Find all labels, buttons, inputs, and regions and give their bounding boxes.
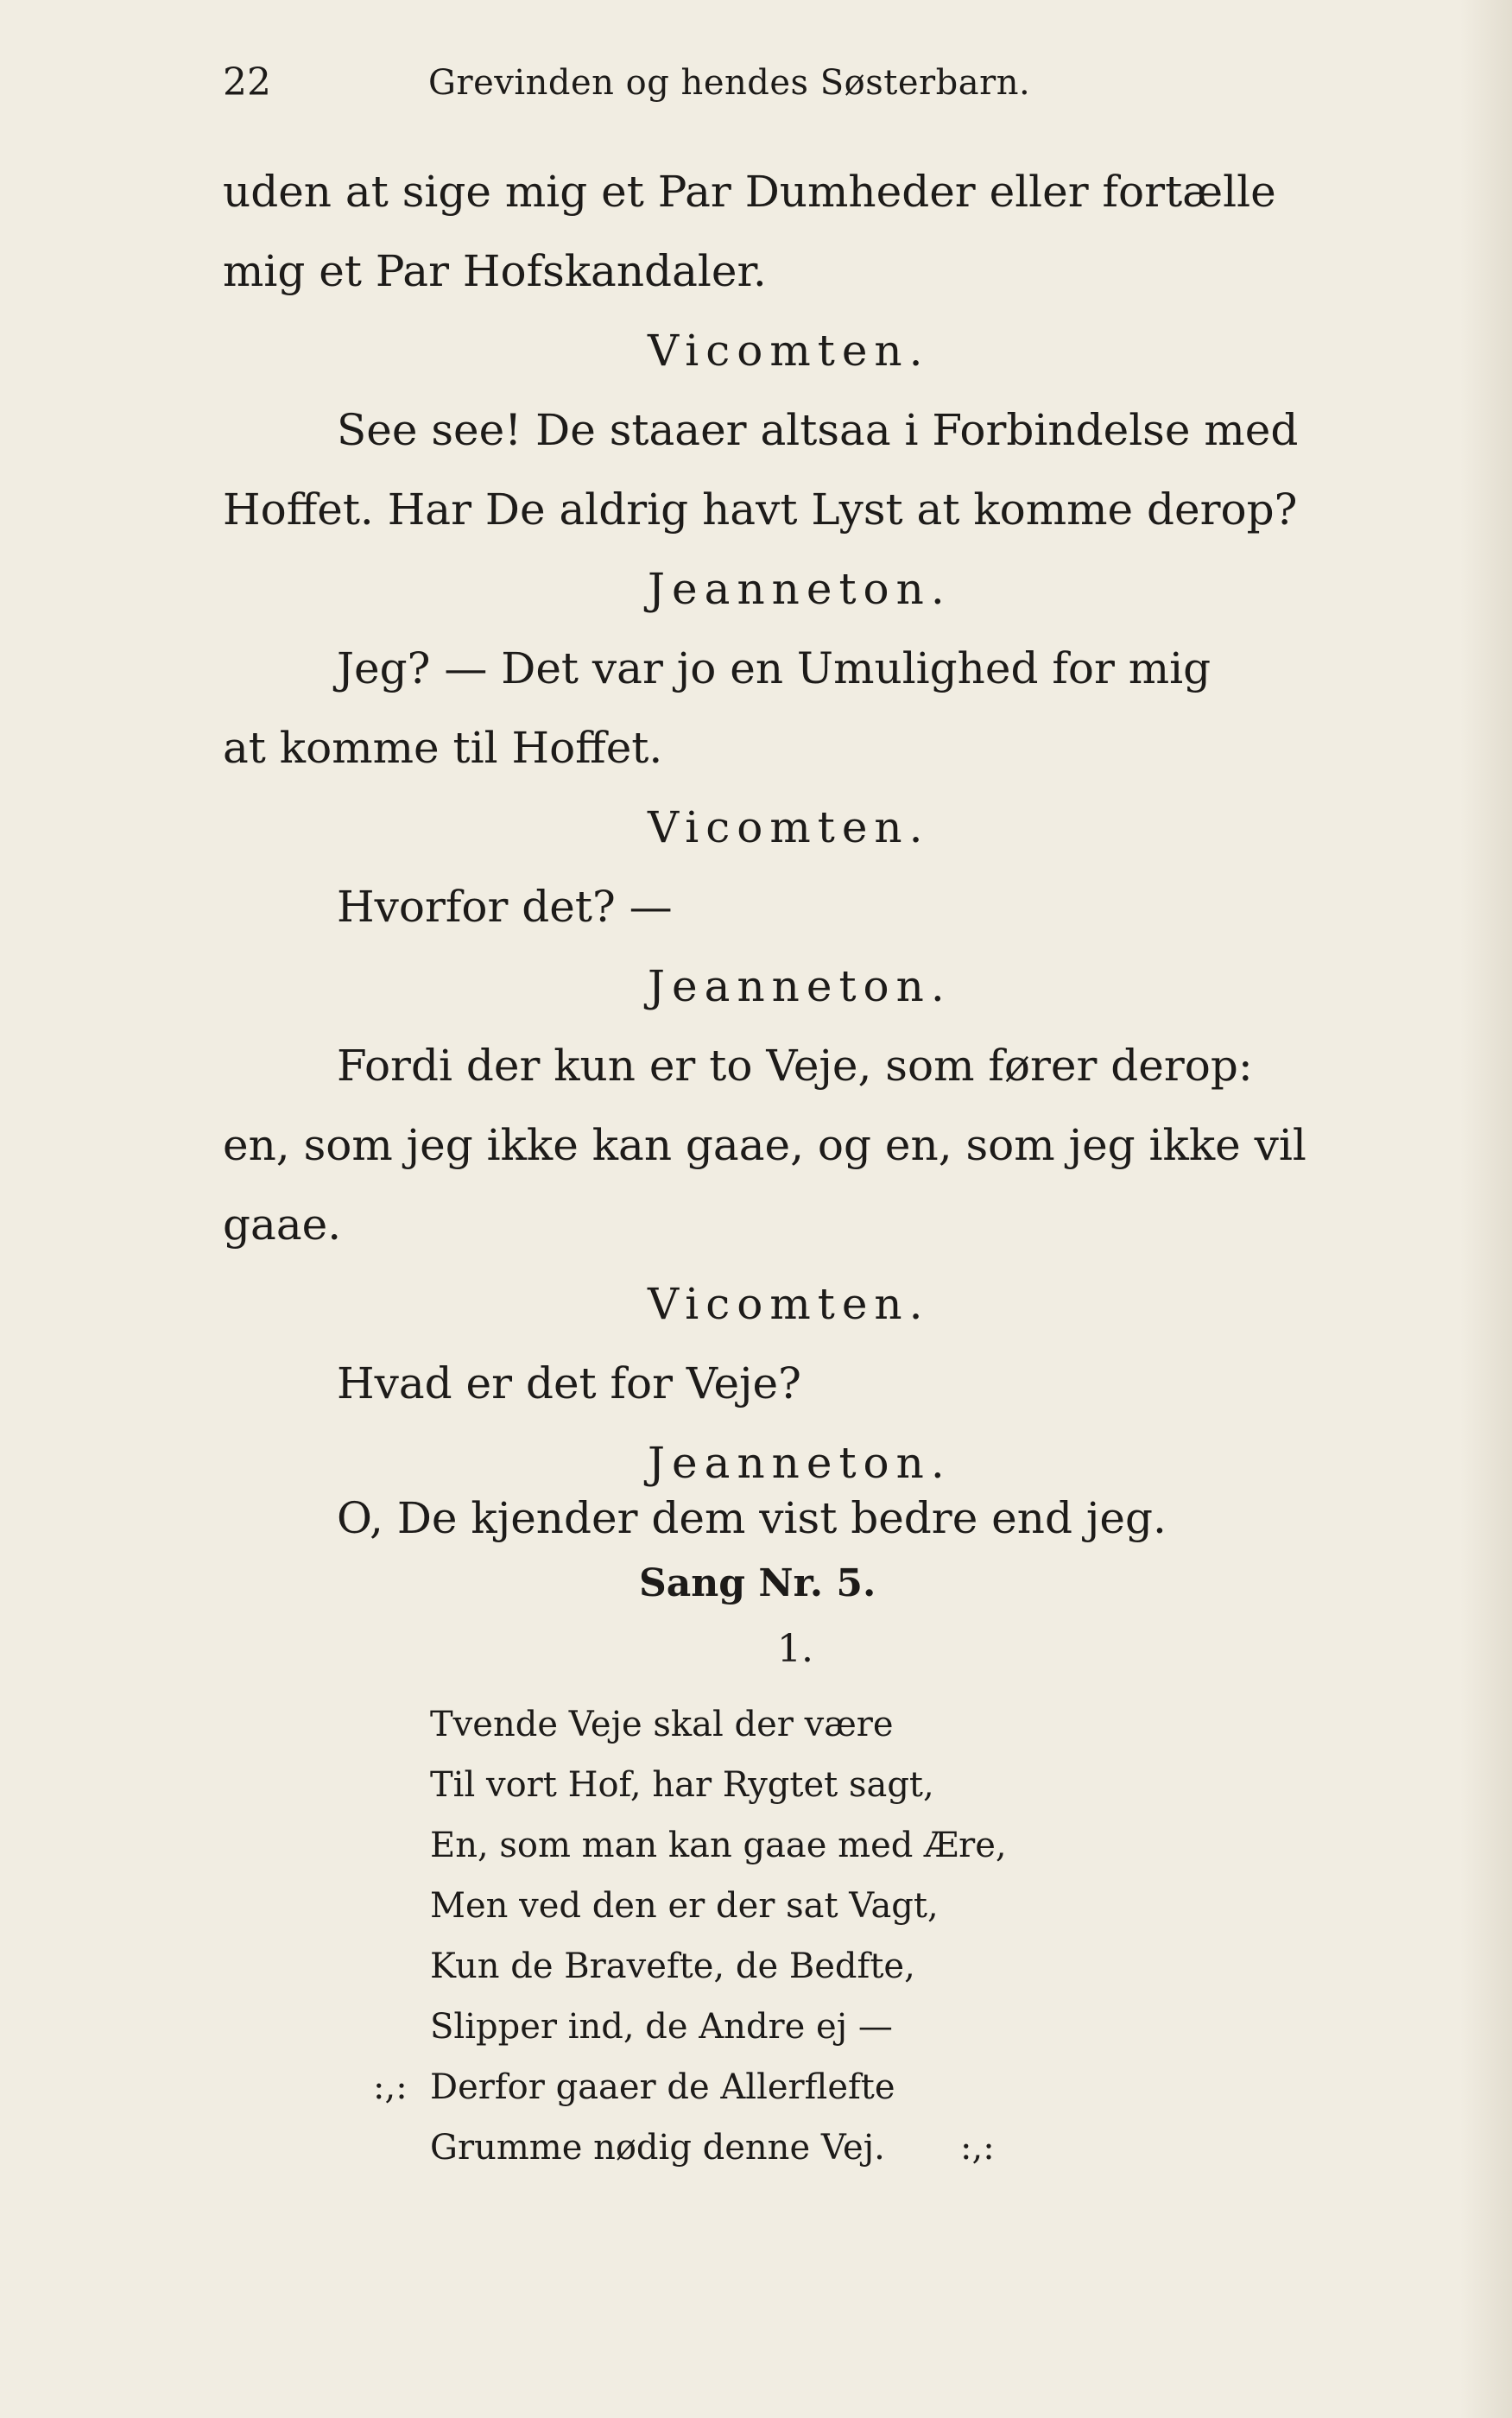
- dialogue-line: mig et Par Hofskandaler.: [223, 246, 767, 296]
- dialogue-line: at komme til Hoffet.: [223, 723, 663, 773]
- verse-line: Slipper ind, de Andre ej —: [430, 2007, 893, 2047]
- verse-number: 1.: [777, 1627, 813, 1671]
- speaker-name: Jeanneton.: [648, 961, 952, 1011]
- dialogue-line: Hvorfor det? —: [337, 882, 673, 932]
- verse-line: Derfor gaaer de Allerflefte: [430, 2067, 895, 2107]
- running-title: Grevinden og hendes Søsterbarn.: [428, 63, 1031, 103]
- verse-line: Men ved den er der sat Vagt,: [430, 1886, 939, 1926]
- page-number: 22: [223, 60, 271, 104]
- dialogue-line: en, som jeg ikke kan gaae, og en, som jeg ikke vil: [223, 1120, 1306, 1170]
- dialogue-line: uden at sige mig et Par Dumheder eller fortælle: [223, 167, 1276, 217]
- speaker-name: Jeanneton.: [648, 1438, 952, 1488]
- dialogue-line: gaae.: [223, 1200, 342, 1250]
- speaker-name: Vicomten.: [648, 326, 930, 376]
- verse-line: Tvende Veje skal der være: [430, 1705, 894, 1744]
- speaker-name: Jeanneton.: [648, 564, 952, 614]
- repeat-mark-open: :,:: [373, 2067, 408, 2107]
- dialogue-line: O, De kjender dem vist bedre end jeg.: [337, 1493, 1167, 1543]
- dialogue-line: Hoffet. Har De aldrig havt Lyst at komme derop?: [223, 484, 1298, 535]
- dialogue-line: Jeg? — Det var jo en Umulighed for mig: [337, 643, 1211, 693]
- dialogue-line: Fordi der kun er to Veje, som fører derop:: [337, 1041, 1253, 1091]
- page-edge-shadow: [1460, 0, 1512, 2418]
- verse-line: Kun de Bravefte, de Bedfte,: [430, 1946, 915, 1986]
- speaker-name: Vicomten.: [648, 802, 930, 852]
- song-title: Sang Nr. 5.: [639, 1561, 876, 1605]
- dialogue-line: See see! De staaer altsaa i Forbindelse med: [337, 405, 1299, 455]
- page-header: [223, 57, 1129, 109]
- verse-line: En, som man kan gaae med Ære,: [430, 1826, 1007, 1865]
- verse-line: Grumme nødig denne Vej.: [430, 2128, 885, 2168]
- dialogue-line: Hvad er det for Veje?: [337, 1358, 801, 1408]
- speaker-name: Vicomten.: [648, 1279, 930, 1329]
- verse-line: Til vort Hof, har Rygtet sagt,: [430, 1765, 934, 1805]
- repeat-mark-close: :,:: [960, 2128, 995, 2168]
